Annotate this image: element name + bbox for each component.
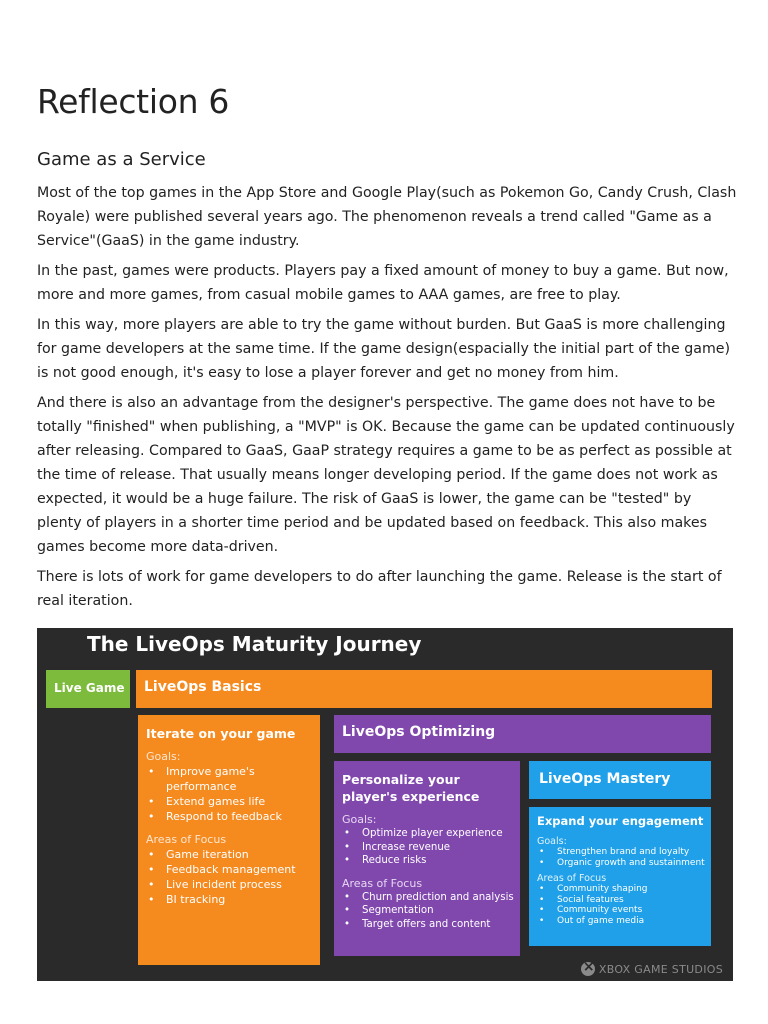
iterate-heading: Iterate on your game <box>146 726 296 741</box>
list-item: • Social features <box>537 895 707 906</box>
focus-label: Areas of Focus <box>342 876 423 890</box>
list-item: • BI tracking <box>146 892 316 907</box>
liveops-maturity-slide-image <box>37 628 733 981</box>
xbox-icon <box>581 962 595 976</box>
page-title: Reflection 6 <box>37 82 230 121</box>
liveops-basics-box <box>136 670 712 708</box>
list-item: • Community events <box>537 905 707 916</box>
list-item: • Feedback management <box>146 862 316 877</box>
logo-text: XBOX GAME STUDIOS <box>598 962 723 976</box>
list-item: • Out of game media <box>537 916 707 927</box>
goals-label: Goals: <box>342 813 377 826</box>
iterate-box <box>138 715 320 965</box>
paragraph: In this way, more players are able to try the game without burden. But GaaS is more challenging for game developers at the same time. If the game design(espacially the initial part of the game) is not good enough, it's easy to lose a player forever and get no money from him. <box>37 317 731 381</box>
focus-label: Areas of Focus <box>537 873 607 884</box>
list-item: • Optimize player experience <box>342 827 516 841</box>
goals-list <box>342 827 516 868</box>
list-item: • Segmentation <box>342 904 516 918</box>
list-item: • Churn prediction and analysis <box>342 891 516 905</box>
liveops-optimizing-label: LiveOps Optimizing <box>342 724 496 740</box>
focus-list <box>146 847 316 907</box>
liveops-basics-label: LiveOps Basics <box>144 679 262 695</box>
slide-title: The LiveOps Maturity Journey <box>87 632 422 656</box>
expand-box <box>529 807 711 946</box>
list-item: • Reduce risks <box>342 854 516 868</box>
goals-label: Goals: <box>537 836 567 847</box>
expand-heading: Expand your engagement <box>537 814 704 828</box>
focus-label: Areas of Focus <box>146 833 227 846</box>
goals-label: Goals: <box>146 750 181 763</box>
list-item: • Community shaping <box>537 884 707 895</box>
liveops-optimizing-box <box>334 715 711 753</box>
list-item: • Game iteration <box>146 847 316 862</box>
focus-list <box>537 884 707 926</box>
personalize-box <box>334 761 520 956</box>
list-item: • Improve game's performance <box>146 764 316 794</box>
list-item: • Extend games life <box>146 794 316 809</box>
list-item: • Strengthen brand and loyalty <box>537 847 707 858</box>
liveops-mastery-box <box>529 761 711 799</box>
paragraph: Most of the top games in the App Store and Google Play(such as Pokemon Go, Candy Crush, Clash Royale) were published several years ago. The phenomenon reveals a trend called "Game as a Service"(GaaS) in the game industry. <box>37 185 737 249</box>
liveops-mastery-label: LiveOps Mastery <box>539 771 671 787</box>
list-item: • Respond to feedback <box>146 809 316 824</box>
article-body <box>37 181 737 619</box>
personalize-heading: Personalize your player's experience <box>342 772 480 804</box>
paragraph: And there is also an advantage from the designer's perspective. The game does not have to be totally "finished" when publishing, a "MVP" is OK. Because the game can be updated continuously after releasing. Compared to GaaS, GaaP strategy requires a game to be as perfect as possible at the time of release. That usually means longer developing period. If the game does not work as expected, it would be a huge failure. The risk of GaaS is lower, the game can be "tested" by plenty of players in a shorter time period and be updated based on feedback. This also makes games become more data-driven. <box>37 395 735 555</box>
section-heading: Game as a Service <box>37 149 206 170</box>
live-game-label: Live Game <box>54 681 125 695</box>
list-item: • Live incident process <box>146 877 316 892</box>
goals-list <box>146 764 316 824</box>
goals-list <box>537 847 707 868</box>
focus-list <box>342 891 516 932</box>
list-item: • Organic growth and sustainment <box>537 858 707 869</box>
paragraph: In the past, games were products. Players pay a fixed amount of money to buy a game. But now, more and more games, from casual mobile games to AAA games, are free to play. <box>37 263 729 303</box>
xbox-game-studios-logo <box>581 962 723 976</box>
list-item: • Increase revenue <box>342 841 516 855</box>
live-game-box <box>46 670 130 708</box>
list-item: • Target offers and content <box>342 918 516 932</box>
paragraph: There is lots of work for game developers to do after launching the game. Release is the start of real iteration. <box>37 569 722 609</box>
